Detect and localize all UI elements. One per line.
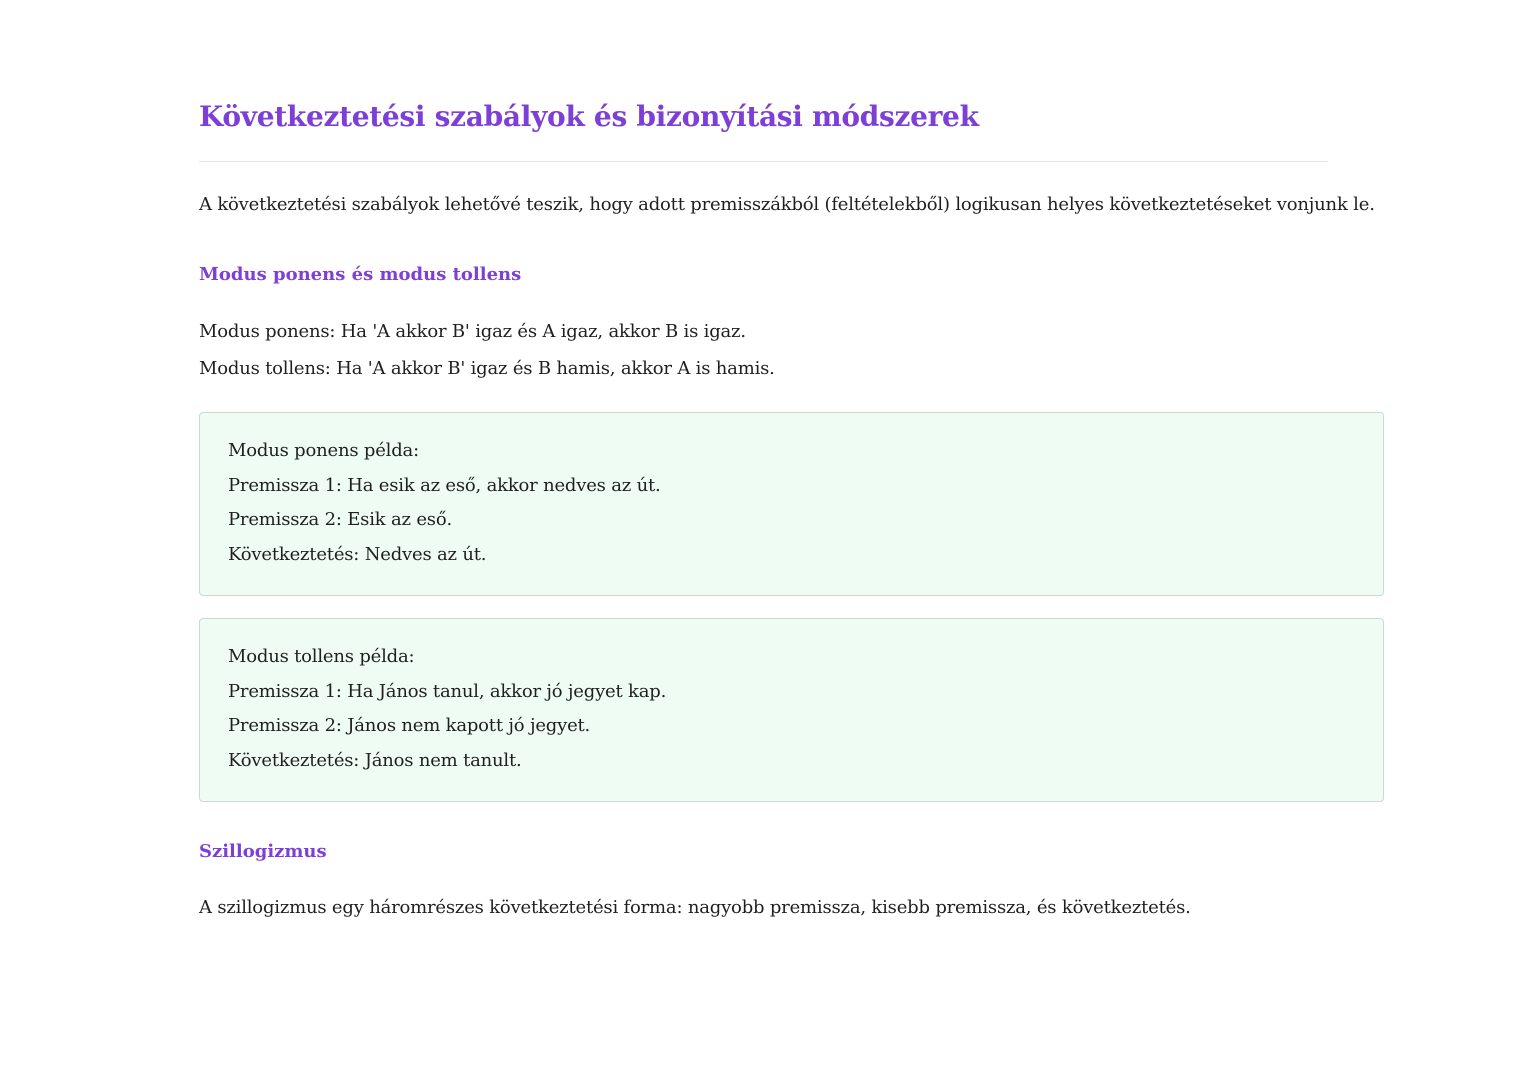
example-title: Modus ponens példa: (228, 440, 419, 461)
example-premise-2: Premissza 2: János nem kapott jó jegyet. (228, 715, 591, 736)
example-title: Modus tollens példa: (228, 646, 415, 667)
section-heading-modus: Modus ponens és modus tollens (199, 264, 522, 285)
example-premise-1: Premissza 1: Ha János tanul, akkor jó jegyet kap. (228, 681, 667, 702)
page-title: Következtetési szabályok és bizonyítási módszerek (199, 100, 979, 133)
example-conclusion: Következtetés: János nem tanult. (228, 750, 522, 771)
example-premise-2: Premissza 2: Esik az eső. (228, 509, 452, 530)
example-box-modus-ponens (199, 412, 1384, 596)
section-heading-syllogism: Szillogizmus (199, 841, 327, 862)
title-divider (199, 161, 1328, 162)
example-conclusion: Következtetés: Nedves az út. (228, 544, 487, 565)
modus-ponens-definition: Modus ponens: Ha 'A akkor B' igaz és A igaz, akkor B is igaz. (199, 321, 746, 342)
modus-tollens-definition: Modus tollens: Ha 'A akkor B' igaz és B hamis, akkor A is hamis. (199, 358, 775, 379)
syllogism-paragraph: A szillogizmus egy háromrészes következtetési forma: nagyobb premissza, kisebb premissza, és következtetés. (199, 897, 1191, 918)
intro-paragraph: A következtetési szabályok lehetővé teszik, hogy adott premisszákból (feltételekből) logikusan helyes következtetéseket vonjunk le. (199, 194, 1375, 215)
example-premise-1: Premissza 1: Ha esik az eső, akkor nedves az út. (228, 475, 661, 496)
example-box-modus-tollens (199, 618, 1384, 802)
